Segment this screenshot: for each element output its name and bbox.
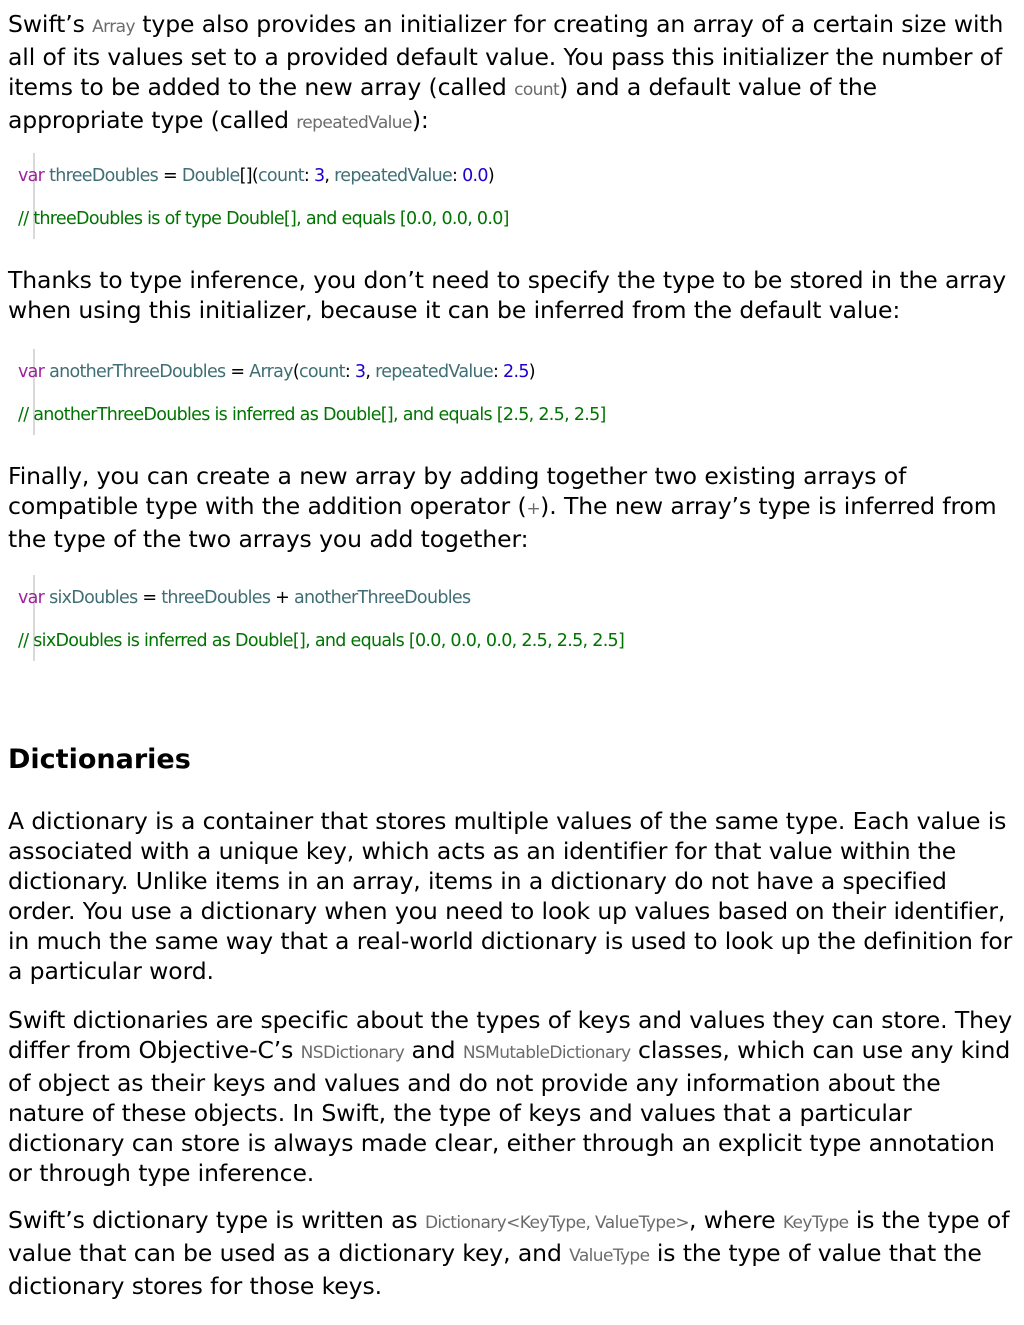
inline-code-repeatedvalue: repeatedValue bbox=[296, 113, 412, 133]
inline-code-keytype: KeyType bbox=[782, 1213, 849, 1233]
code-comment: // sixDoubles is inferred as Double[], and equals [0.0, 0.0, 0.0, 2.5, 2.5, 2.5] bbox=[18, 631, 625, 651]
code-comment: // threeDoubles is of type Double[], and equals [0.0, 0.0, 0.0] bbox=[18, 209, 509, 229]
inline-code-nsdictionary: NSDictionary bbox=[300, 1043, 405, 1063]
paragraph-dictionary-definition: A dictionary is a container that stores multiple values of the same type. Each value is associated with a unique key, which acts as an identifier for that value within the dictionary. Unlike items in an array, items in a dictionary do not have a specified order. You use a dictionary when you need to look up values based on their identifier, in much the same way that a real-world dictionary is used to look up the definition for a particular word. bbox=[8, 807, 1013, 985]
paragraph-dictionary-syntax: Swift’s dictionary type is written as Dictionary<KeyType, ValueType>, where KeyType is the type of value that can be used as a dictionary key, and ValueType is the type of value that the dictionary stores for those keys. bbox=[8, 1206, 1010, 1300]
inline-code-array: Array bbox=[92, 17, 135, 37]
inline-code-nsmutabledictionary: NSMutableDictionary bbox=[462, 1043, 631, 1063]
inline-code-dictionary-type: Dictionary<KeyType, ValueType> bbox=[424, 1213, 690, 1233]
inline-code-count: count bbox=[514, 80, 560, 100]
code-comment: // anotherThreeDoubles is inferred as Double[], and equals [2.5, 2.5, 2.5] bbox=[18, 405, 606, 425]
code-line: var threeDoubles = Double[](count: 3, repeatedValue: 0.0) bbox=[18, 166, 494, 186]
inline-code-valuetype: ValueType bbox=[569, 1246, 650, 1266]
paragraph-dictionary-types: Swift dictionaries are specific about the types of keys and values they can store. They differ from Objective-C’s NSDictionary and NSMutableDictionary classes, which can use any kind of object as their keys and values and do not provide any information about the nature of these objects. In Swift, the type of keys and values that a particular dictionary can store is always made clear, either through an explicit type annotation or through type inference. bbox=[8, 1006, 1013, 1187]
inline-code-plus: + bbox=[526, 499, 541, 519]
code-line: var sixDoubles = threeDoubles + anotherThreeDoubles bbox=[18, 588, 471, 608]
paragraph-type-inference: Thanks to type inference, you don’t need to specify the type to be stored in the array when using this initializer, because it can be inferred from the default value: bbox=[8, 266, 1007, 324]
paragraph-array-initializer: Swift’s Array type also provides an initializer for creating an array of a certain size with all of its values set to a provided default value. You pass this initializer the number of items to be added to the new array (called count) and a default value of the appropriate type (called repeatedValue): bbox=[8, 10, 1004, 134]
code-line: var anotherThreeDoubles = Array(count: 3, repeatedValue: 2.5) bbox=[18, 362, 535, 382]
section-heading-dictionaries: Dictionaries bbox=[8, 744, 191, 775]
paragraph-addition-operator: Finally, you can create a new array by adding together two existing arrays of compatible type with the addition operator (+). The new array’s type is inferred from the type of the two arrays you add together: bbox=[8, 462, 997, 553]
